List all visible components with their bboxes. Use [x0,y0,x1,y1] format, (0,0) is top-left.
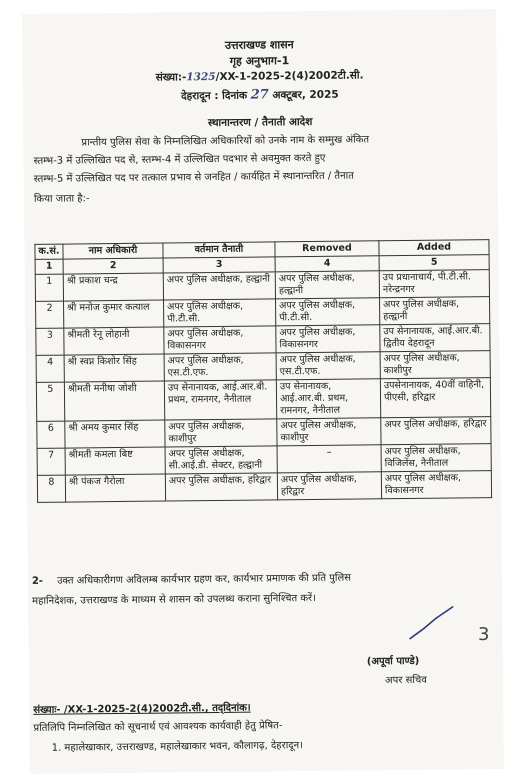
copy-reference: संख्याः- /XX-1-2025-2(4)2002टी.सी., तद्‌दिनांक। [33,702,251,716]
intro-line-2: स्तम्भ-3 में उल्लिखित पद से, स्तम्भ-4 में उल्लिखित पदभार से अवमुक्त करते हुए [33,152,326,167]
added-posting: अपर पुलिस अधीक्षक, हल्द्वानी [379,297,489,325]
removed-charge: अपर पुलिस अधीक्षक, विकासनगर [276,325,380,353]
current-posting: अपर पुलिस अधीक्षक, सी.आई.डी. सेक्टर, हल्द्वानी [165,446,277,474]
page-number: 3 [478,624,490,645]
table-row [37,471,491,503]
order-title: स्थानान्तरण / तैनाती आदेश [207,115,313,130]
row-serial: 4 [36,355,64,382]
intro-line-4: किया जाता है:- [33,193,90,205]
row-serial: 1 [35,274,63,301]
officer-name: श्री प्रकाश चन्द्र [63,273,163,301]
transfer-table [34,239,492,503]
current-posting: अपर पुलिस अधीक्षक, पी.टी.सी. [164,299,276,327]
copy-forward-line: प्रतिलिपि निम्नलिखित को सूचनार्थ एवं आवश्यक कार्यवाही हेतु प्रेषित- [33,720,283,734]
col-header-added: Added [379,240,489,256]
removed-charge: उप सेनानायक, आई.आर.बी. प्रथम, रामनगर, नैनीताल [276,379,380,419]
document-page [22,9,504,774]
col-number: 4 [275,256,379,272]
row-serial: 3 [36,328,64,355]
officer-name: श्रीमती मनीषा जोशी [64,381,164,421]
table-row [36,378,490,422]
current-posting: अपर पुलिस अधीक्षक, काशीपुर [165,419,277,447]
col-number: 5 [379,255,489,271]
current-posting: उप सेनानायक, आई.आर.बी. प्रथम, रामनगर, नैनीताल [164,380,276,420]
current-posting: अपर पुलिस अधीक्षक, हरिद्वार [165,473,277,501]
added-posting: उपसेनानायक, 40वीं वाहिनी, पीएसी, हरिद्वार [380,378,490,418]
signatory-name: (अपूर्वा पाण्डे) [366,655,420,668]
col-number: 3 [163,257,275,273]
col-header-current-posting: वर्तमान तैनाती [163,242,275,258]
row-serial: 5 [36,382,64,421]
col-number: 2 [63,258,163,274]
added-posting: अपर पुलिस अधीक्षक, हरिद्वार [381,417,491,445]
row-serial: 6 [37,421,65,448]
signatory-designation: अपर सचिव [384,674,427,687]
removed-charge: अपर पुलिस अधीक्षक, पी.टी.सी. [275,298,379,326]
added-posting: अपर पुलिस अधीक्षक, विकासनगर [381,471,491,499]
row-serial: 7 [37,448,65,475]
copy-recipient-1: 1. महालेखाकार, उत्तराखण्ड, महालेखाकार भवन, कौलागढ़, देहरादून। [51,740,303,754]
officer-name: श्री स्वप्न किशोर सिंह [64,354,164,382]
added-posting: अपर पुलिस अधीक्षक, विजिलेंस, नैनीताल [381,444,491,472]
current-posting: अपर पुलिस अधीक्षक, एस.टी.एफ. [164,353,276,381]
point-2-line-2: महानिदेशक, उत्तराखण्ड के माध्यम से शासन को उपलब्ध कराना सुनिश्चित करें। [32,592,316,607]
removed-charge: अपर पुलिस अधीक्षक, एस.टी.एफ. [276,352,380,380]
col-number: 1 [35,259,63,274]
added-posting: अपर पुलिस अधीक्षक, काशीपुर [380,351,490,379]
current-posting: अपर पुलिस अधीक्षक, विकासनगर [164,326,276,354]
signature-mark [401,604,461,645]
officer-name: श्री अमय कुमार सिंह [65,420,165,448]
officer-name: श्री मनोज कुमार कत्याल [64,300,164,328]
col-header-officer-name: नाम अधिकारी [63,243,163,259]
col-header-removed: Removed [275,241,379,257]
government-title: उत्तराखण्ड शासन [224,38,294,52]
row-serial: 8 [37,475,65,502]
handwritten-ref-number: 1325 [186,70,216,84]
row-serial: 2 [36,301,64,328]
point-number: 2- [31,575,44,587]
col-header-serial: क.सं. [35,244,63,259]
removed-charge: – [277,445,381,473]
intro-line-1: प्रान्तीय पुलिस सेवा के निम्नलिखित अधिकारियों को उनके नाम के सम्मुख अंकित [81,134,370,149]
reference-number: संख्या:-1325/XX-1-2025-2(4)2002टी.सी. [155,69,364,84]
officer-name: श्रीमती रेनू लोहानी [64,327,164,355]
handwritten-date-day: 27 [250,87,269,103]
removed-charge: अपर पुलिस अधीक्षक, हरिद्वार [277,472,381,500]
added-posting: उप प्रधानाचार्य, पी.टी.सी. नरेन्द्रनगर [379,270,489,298]
issue-date: देहरादून : दिनांक 27 अक्टूबर, 2025 [181,87,339,103]
officer-name: श्रीमती कमला बिष्ट [65,447,165,475]
officer-name: श्री पंकज गैरोला [65,474,165,502]
removed-charge: अपर पुलिस अधीक्षक, काशीपुर [277,418,381,446]
added-posting: उप सेनानायक, आई.आर.बी. द्वितीय देहरादून [380,324,490,352]
department-title: गृह अनुभाग-1 [229,54,290,68]
point-2-line-1: 2- उक्त अधिकारीगण अविलम्ब कार्यभार ग्रहण कर, कार्यभार प्रमाणक की प्रति पुलिस [31,572,352,587]
intro-line-3: स्तम्भ-5 में उल्लिखित पद पर तत्काल प्रभाव से जनहित / कार्यहित में स्थानान्तरित / तैनात [33,170,354,185]
current-posting: अपर पुलिस अधीक्षक, हल्द्वानी [163,272,275,300]
removed-charge: अपर पुलिस अधीक्षक, हल्द्वानी [275,271,379,299]
